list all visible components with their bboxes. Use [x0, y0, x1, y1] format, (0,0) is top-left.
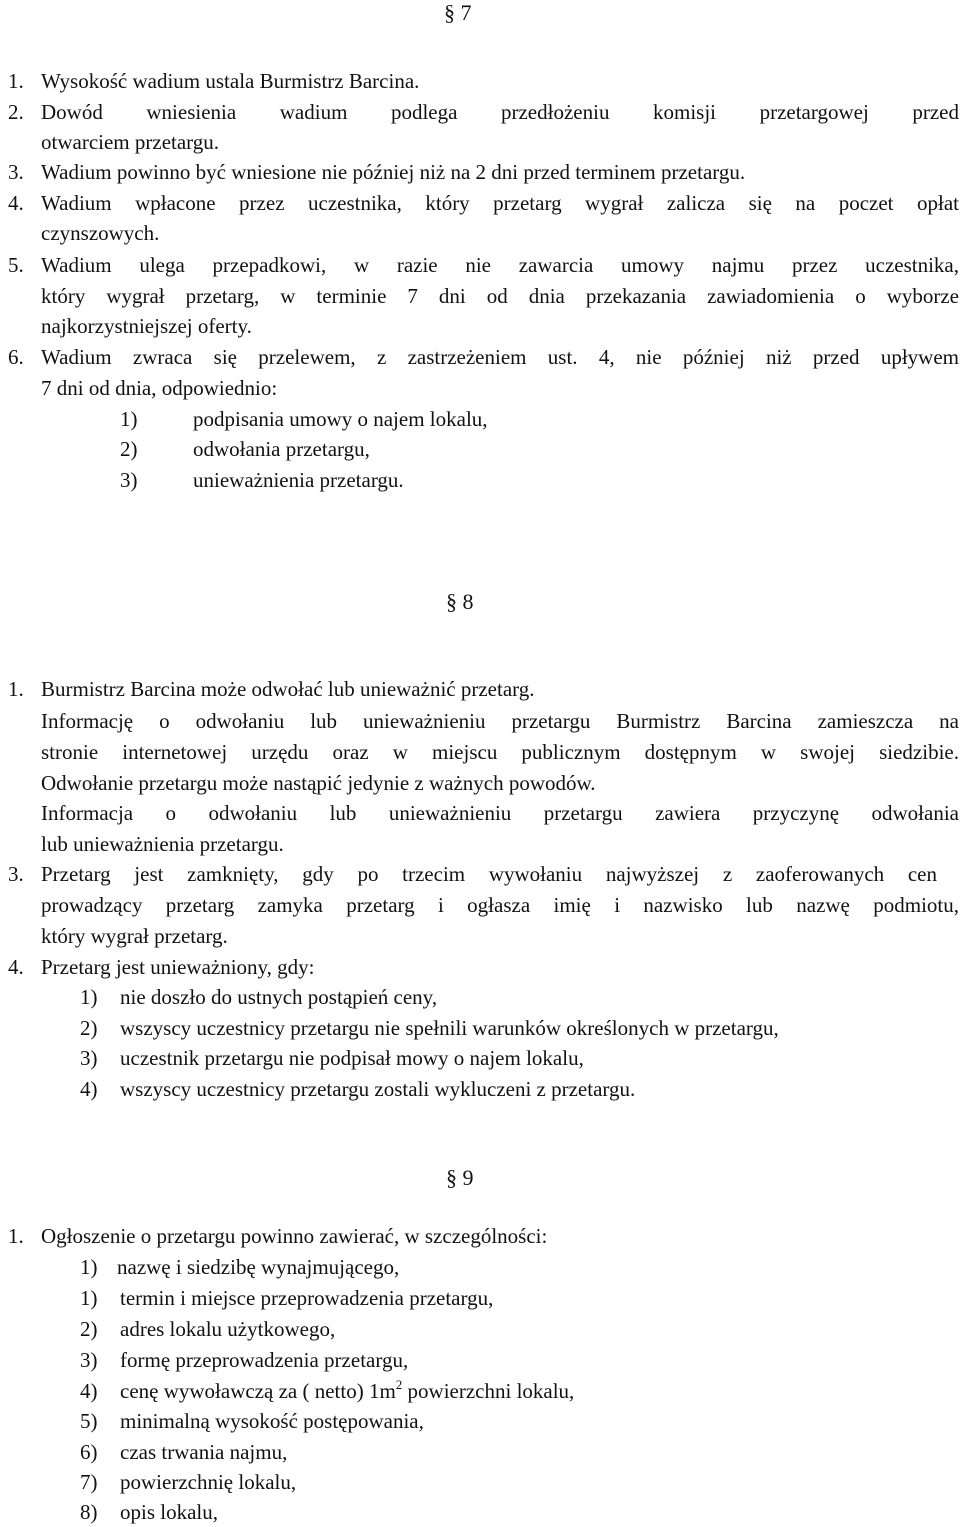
s8-subitem-2-text: wszyscy uczestnicy przetargu nie spełnili warunków określonych w przetargu, — [120, 1016, 779, 1040]
s7-item-3-text: Wadium powinno być wniesione nie później niż na 2 dni przed terminem przetargu. — [41, 160, 746, 184]
s8-subitem-4-number: 4) — [80, 1077, 98, 1101]
s8-subitem-1-number: 1) — [80, 985, 98, 1009]
s9-item-1-text: Ogłoszenie o przetargu powinno zawierać, w szczególności: — [41, 1224, 548, 1248]
s9-subitem-5-text-main: cenę wywoławczą za ( netto) 1m — [120, 1379, 396, 1403]
s9-subitem-7-number: 6) — [80, 1440, 98, 1464]
s8-para-line-4: Informacja o odwołaniu lub unieważnieniu przetargu zawiera przyczynę odwołania — [41, 801, 959, 825]
s7-item-6-number: 6. — [8, 345, 24, 369]
s9-subitem-6-text: minimalną wysokość postępowania, — [120, 1409, 424, 1433]
s9-subitem-2-number: 1) — [80, 1286, 98, 1310]
s9-subitem-3-number: 2) — [80, 1317, 98, 1341]
s7-item-4-number: 4. — [8, 191, 24, 215]
s8-item-3-number: 3. — [8, 862, 24, 886]
s9-subitem-5-number: 4) — [80, 1379, 98, 1403]
s8-para-line-5: lub unieważnienia przetargu. — [41, 832, 284, 856]
s7-item-6-line-1: Wadium zwraca się przelewem, z zastrzeżeniem ust. 4, nie później niż przed upływem — [41, 345, 959, 369]
s8-item-1-text: Burmistrz Barcina może odwołać lub unieważnić przetarg. — [41, 677, 535, 701]
s8-para-line-2: stronie internetowej urzędu oraz w miejscu publicznym dostępnym w swojej siedzibie. — [41, 740, 959, 764]
s8-item-3-line-1: Przetarg jest zamknięty, gdy po trzecim wywołaniu najwyższej z zaoferowanych cen — [41, 862, 937, 886]
s9-subitem-5-superscript: 2 — [395, 1377, 403, 1392]
s8-subitem-1-text: nie doszło do ustnych postąpień ceny, — [120, 985, 438, 1009]
s7-item-5-line-3: najkorzystniejszej oferty. — [41, 314, 252, 338]
s9-subitem-8-number: 7) — [80, 1470, 98, 1494]
s8-item-1-number: 1. — [8, 677, 24, 701]
s8-subitem-3-number: 3) — [80, 1046, 98, 1070]
s7-item-5-line-2: który wygrał przetarg, w terminie 7 dni od dnia przekazania zawiadomienia o wyborze — [41, 284, 959, 308]
s7-subitem-1-text: podpisania umowy o najem lokalu, — [193, 407, 488, 431]
s7-subitem-3-number: 3) — [120, 468, 138, 492]
s7-item-5-number: 5. — [8, 253, 24, 277]
s8-para-line-1: Informację o odwołaniu lub unieważnieniu przetargu Burmistrz Barcina zamieszcza na — [41, 709, 959, 733]
s7-subitem-3-text: unieważnienia przetargu. — [193, 468, 404, 492]
s9-subitem-2-text: termin i miejsce przeprowadzenia przetargu, — [120, 1286, 494, 1310]
s7-subitem-1-number: 1) — [120, 407, 138, 431]
s7-item-3-number: 3. — [8, 160, 24, 184]
s7-item-1-number: 1. — [8, 69, 24, 93]
section-7-heading: § 7 — [444, 0, 472, 25]
s9-item-1-number: 1. — [8, 1224, 24, 1248]
s8-subitem-2-number: 2) — [80, 1016, 98, 1040]
s7-item-1-text: Wysokość wadium ustala Burmistrz Barcina. — [41, 69, 420, 93]
s8-para-line-3: Odwołanie przetargu może nastąpić jedynie z ważnych powodów. — [41, 771, 596, 795]
s9-subitem-8-text: powierzchnię lokalu, — [120, 1470, 297, 1494]
s9-subitem-5-text — [120, 1376, 574, 1406]
s7-subitem-2-text: odwołania przetargu, — [193, 437, 370, 461]
s8-subitem-3-text: uczestnik przetargu nie podpisał mowy o najem lokalu, — [120, 1046, 584, 1070]
section-8-heading: § 8 — [446, 589, 474, 614]
s9-subitem-4-text: formę przeprowadzenia przetargu, — [120, 1348, 409, 1372]
s7-item-2-line-1: Dowód wniesienia wadium podlega przedłożeniu komisji przetargowej przed — [41, 100, 959, 124]
section-9-heading: § 9 — [446, 1165, 474, 1190]
s8-item-3-line-2: prowadzący przetarg zamyka przetarg i ogłasza imię i nazwisko lub nazwę podmiotu, — [41, 893, 959, 917]
s9-subitem-9-text: opis lokalu, — [120, 1500, 218, 1524]
s9-subitem-7-text: czas trwania najmu, — [120, 1440, 288, 1464]
s7-item-4-line-1: Wadium wpłacone przez uczestnika, który przetarg wygrał zalicza się na poczet opłat — [41, 191, 959, 215]
s9-subitem-3-text: adres lokalu użytkowego, — [120, 1317, 336, 1341]
s7-item-2-line-2: otwarciem przetargu. — [41, 130, 220, 154]
s9-subitem-1-number: 1) — [80, 1255, 98, 1279]
s9-subitem-4-number: 3) — [80, 1348, 98, 1372]
s9-subitem-5-text-after: powierzchni lokalu, — [402, 1379, 575, 1403]
s9-subitem-1-text: nazwę i siedzibę wynajmującego, — [117, 1255, 400, 1279]
s9-subitem-6-number: 5) — [80, 1409, 98, 1433]
s8-item-4-text: Przetarg jest unieważniony, gdy: — [41, 955, 315, 979]
s7-item-2-number: 2. — [8, 100, 24, 124]
s9-subitem-9-number: 8) — [80, 1500, 98, 1524]
s8-item-3-line-3: który wygrał przetarg. — [41, 924, 228, 948]
s8-item-4-number: 4. — [8, 955, 24, 979]
s8-subitem-4-text: wszyscy uczestnicy przetargu zostali wykluczeni z przetargu. — [120, 1077, 636, 1101]
s7-item-6-line-2: 7 dni od dnia, odpowiednio: — [41, 376, 278, 400]
s7-item-5-line-1: Wadium ulega przepadkowi, w razie nie zawarcia umowy najmu przez uczestnika, — [41, 253, 959, 277]
s7-item-4-line-2: czynszowych. — [41, 221, 160, 245]
s7-subitem-2-number: 2) — [120, 437, 138, 461]
